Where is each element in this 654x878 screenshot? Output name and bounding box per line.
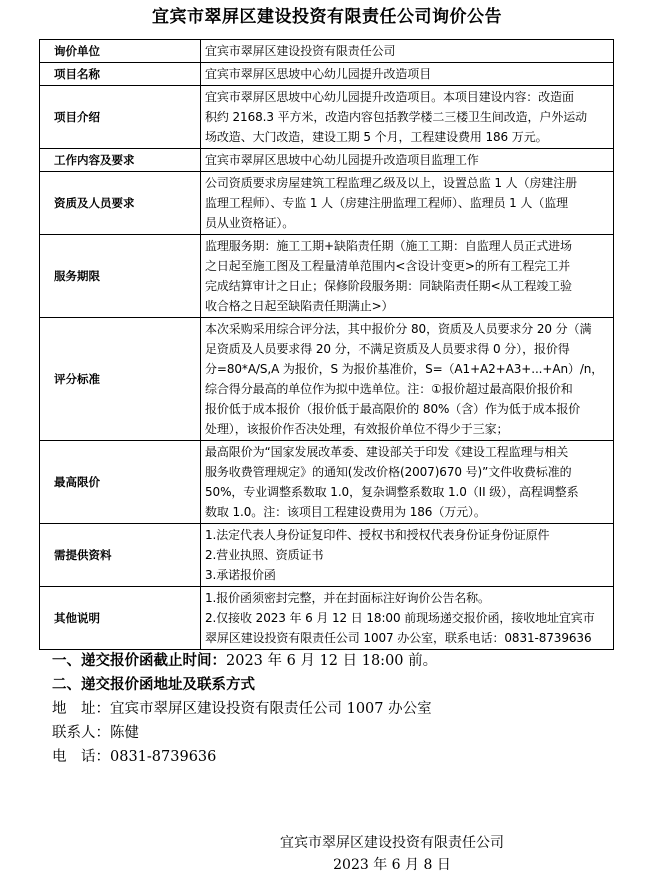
value-line: 收合格之日起至缺陷责任期满止>） xyxy=(205,299,394,313)
row-value xyxy=(201,86,614,149)
row-label: 资质及人员要求 xyxy=(40,172,201,235)
row-value xyxy=(201,40,614,63)
table-row xyxy=(40,235,614,318)
value-line: 宜宾市翠屏区思坡中心幼儿园提升改造项目 xyxy=(205,67,432,81)
value-line: 1.报价函须密封完整，并在封面标注好询价公告名称。 xyxy=(205,591,490,605)
value-line: 服务收费管理规定》的通知(发改价格(2007)670 号)”文件收费标准的 xyxy=(205,465,572,479)
phone-value: 0831-8739636 xyxy=(110,749,217,765)
row-label: 项目名称 xyxy=(40,63,201,86)
page-title: 宜宾市翠屏区建设投资有限责任公司询价公告 xyxy=(152,7,502,27)
value-line: 数取 1.0。注：该项目工程建设费用为 186（万元）。 xyxy=(205,505,486,519)
row-value xyxy=(201,318,614,441)
deadline-value: 2023 年 6 月 12 日 18:00 前。 xyxy=(226,653,438,669)
deadline-label: 一、递交报价函截止时间： xyxy=(52,653,226,669)
table-row xyxy=(40,441,614,524)
value-line: 公司资质要求房屋建筑工程监理乙级及以上，设置总监 1 人（房建注册 xyxy=(205,176,577,190)
row-value xyxy=(201,587,614,650)
table-row xyxy=(40,318,614,441)
row-label: 评分标准 xyxy=(40,318,201,441)
row-value xyxy=(201,63,614,86)
address-label: 地 址： xyxy=(52,701,110,717)
address-value: 宜宾市翠屏区建设投资有限责任公司 1007 办公室 xyxy=(110,701,432,717)
contact-label: 联系人： xyxy=(52,725,110,741)
value-line: 完成结算审计之日止；保修阶段服务期：同缺陷责任期<从工程竣工验 xyxy=(205,279,572,293)
contact-line xyxy=(52,722,632,744)
phone-label: 电 话： xyxy=(52,749,110,765)
table-row xyxy=(40,524,614,587)
table-row xyxy=(40,587,614,650)
row-value xyxy=(201,149,614,172)
table-row xyxy=(40,172,614,235)
value-line: 本次采购采用综合评分法，其中报价分 80，资质及人员要求分 20 分（满 xyxy=(205,322,592,336)
row-value xyxy=(201,524,614,587)
signature-date: 2023 年 6 月 8 日 xyxy=(333,857,451,873)
value-line: 翠屏区建设投资有限责任公司 1007 办公室，联系电话：0831-8739636 xyxy=(205,631,592,645)
value-line: 2.营业执照、资质证书 xyxy=(205,548,324,562)
address-heading: 二、递交报价函地址及联系方式 xyxy=(52,677,255,693)
value-line: 处理），该报价作否决处理，有效报价单位不得少于三家； xyxy=(205,422,509,436)
table-row xyxy=(40,40,614,63)
deadline-line xyxy=(52,650,632,672)
row-label: 其他说明 xyxy=(40,587,201,650)
address-line xyxy=(52,698,632,720)
row-value xyxy=(201,235,614,318)
table-row xyxy=(40,86,614,149)
value-line: 最高限价为“国家发展改革委、建设部关于印发《建设工程监理与相关 xyxy=(205,445,569,459)
row-label: 询价单位 xyxy=(40,40,201,63)
value-line: 综合得分最高的单位作为拟中选单位。注：①报价超过最高限价报价和 xyxy=(205,382,573,396)
value-line: 场改造、大门改造，建设工期 5 个月，工程建设费用 186 万元。 xyxy=(205,130,548,144)
value-line: 分=80*A/S,A 为报价，S 为报价基准价，S=（A1+A2+A3+...+An）/n， xyxy=(205,362,604,376)
row-label: 最高限价 xyxy=(40,441,201,524)
value-line: 50%，专业调整系数取 1.0，复杂调整系数取 1.0（II 级），高程调整系 xyxy=(205,485,579,499)
contact-value: 陈健 xyxy=(110,725,139,741)
value-line: 足资质及人员要求得 20 分，不满足资质及人员要求得 0 分），报价得 xyxy=(205,342,570,356)
row-value xyxy=(201,441,614,524)
row-label: 需提供资料 xyxy=(40,524,201,587)
value-line: 员从业资格证）。 xyxy=(205,216,295,230)
info-table xyxy=(39,39,614,650)
row-label: 项目介绍 xyxy=(40,86,201,149)
value-line: 宜宾市翠屏区建设投资有限责任公司 xyxy=(205,44,396,58)
value-line: 积约 2168.3 平方米，改造内容包括教学楼二三楼卫生间改造，户外运动 xyxy=(205,110,588,124)
value-line: 报价低于成本报价（报价低于最高限价的 80%（含）作为低于成本报价 xyxy=(205,402,581,416)
value-line: 1.法定代表人身份证复印件、授权书和授权代表身份证身份证原件 xyxy=(205,528,550,542)
value-line: 2.仅接收 2023 年 6 月 12 日 18:00 前现场递交报价函，接收地址宜宾市 xyxy=(205,611,595,625)
value-line: 3.承诺报价函 xyxy=(205,568,276,582)
value-line: 宜宾市翠屏区思坡中心幼儿园提升改造项目监理工作 xyxy=(205,153,479,167)
value-line: 之日起至施工图及工程量清单范围内<含设计变更>的所有工程完工并 xyxy=(205,259,571,273)
value-line: 监理服务期：施工工期+缺陷责任期（施工工期：自监理人员正式进场 xyxy=(205,239,572,253)
row-label: 工作内容及要求 xyxy=(40,149,201,172)
value-line: 宜宾市翠屏区思坡中心幼儿园提升改造项目。本项目建设内容：改造面 xyxy=(205,90,574,104)
row-label: 服务期限 xyxy=(40,235,201,318)
table-row xyxy=(40,149,614,172)
table-row xyxy=(40,63,614,86)
phone-line xyxy=(52,746,632,768)
signature-company: 宜宾市翠屏区建设投资有限责任公司 xyxy=(280,835,504,851)
value-line: 监理工程师）、专监 1 人（房建注册监理工程师）、监理员 1 人（监理 xyxy=(205,196,569,210)
row-value xyxy=(201,172,614,235)
